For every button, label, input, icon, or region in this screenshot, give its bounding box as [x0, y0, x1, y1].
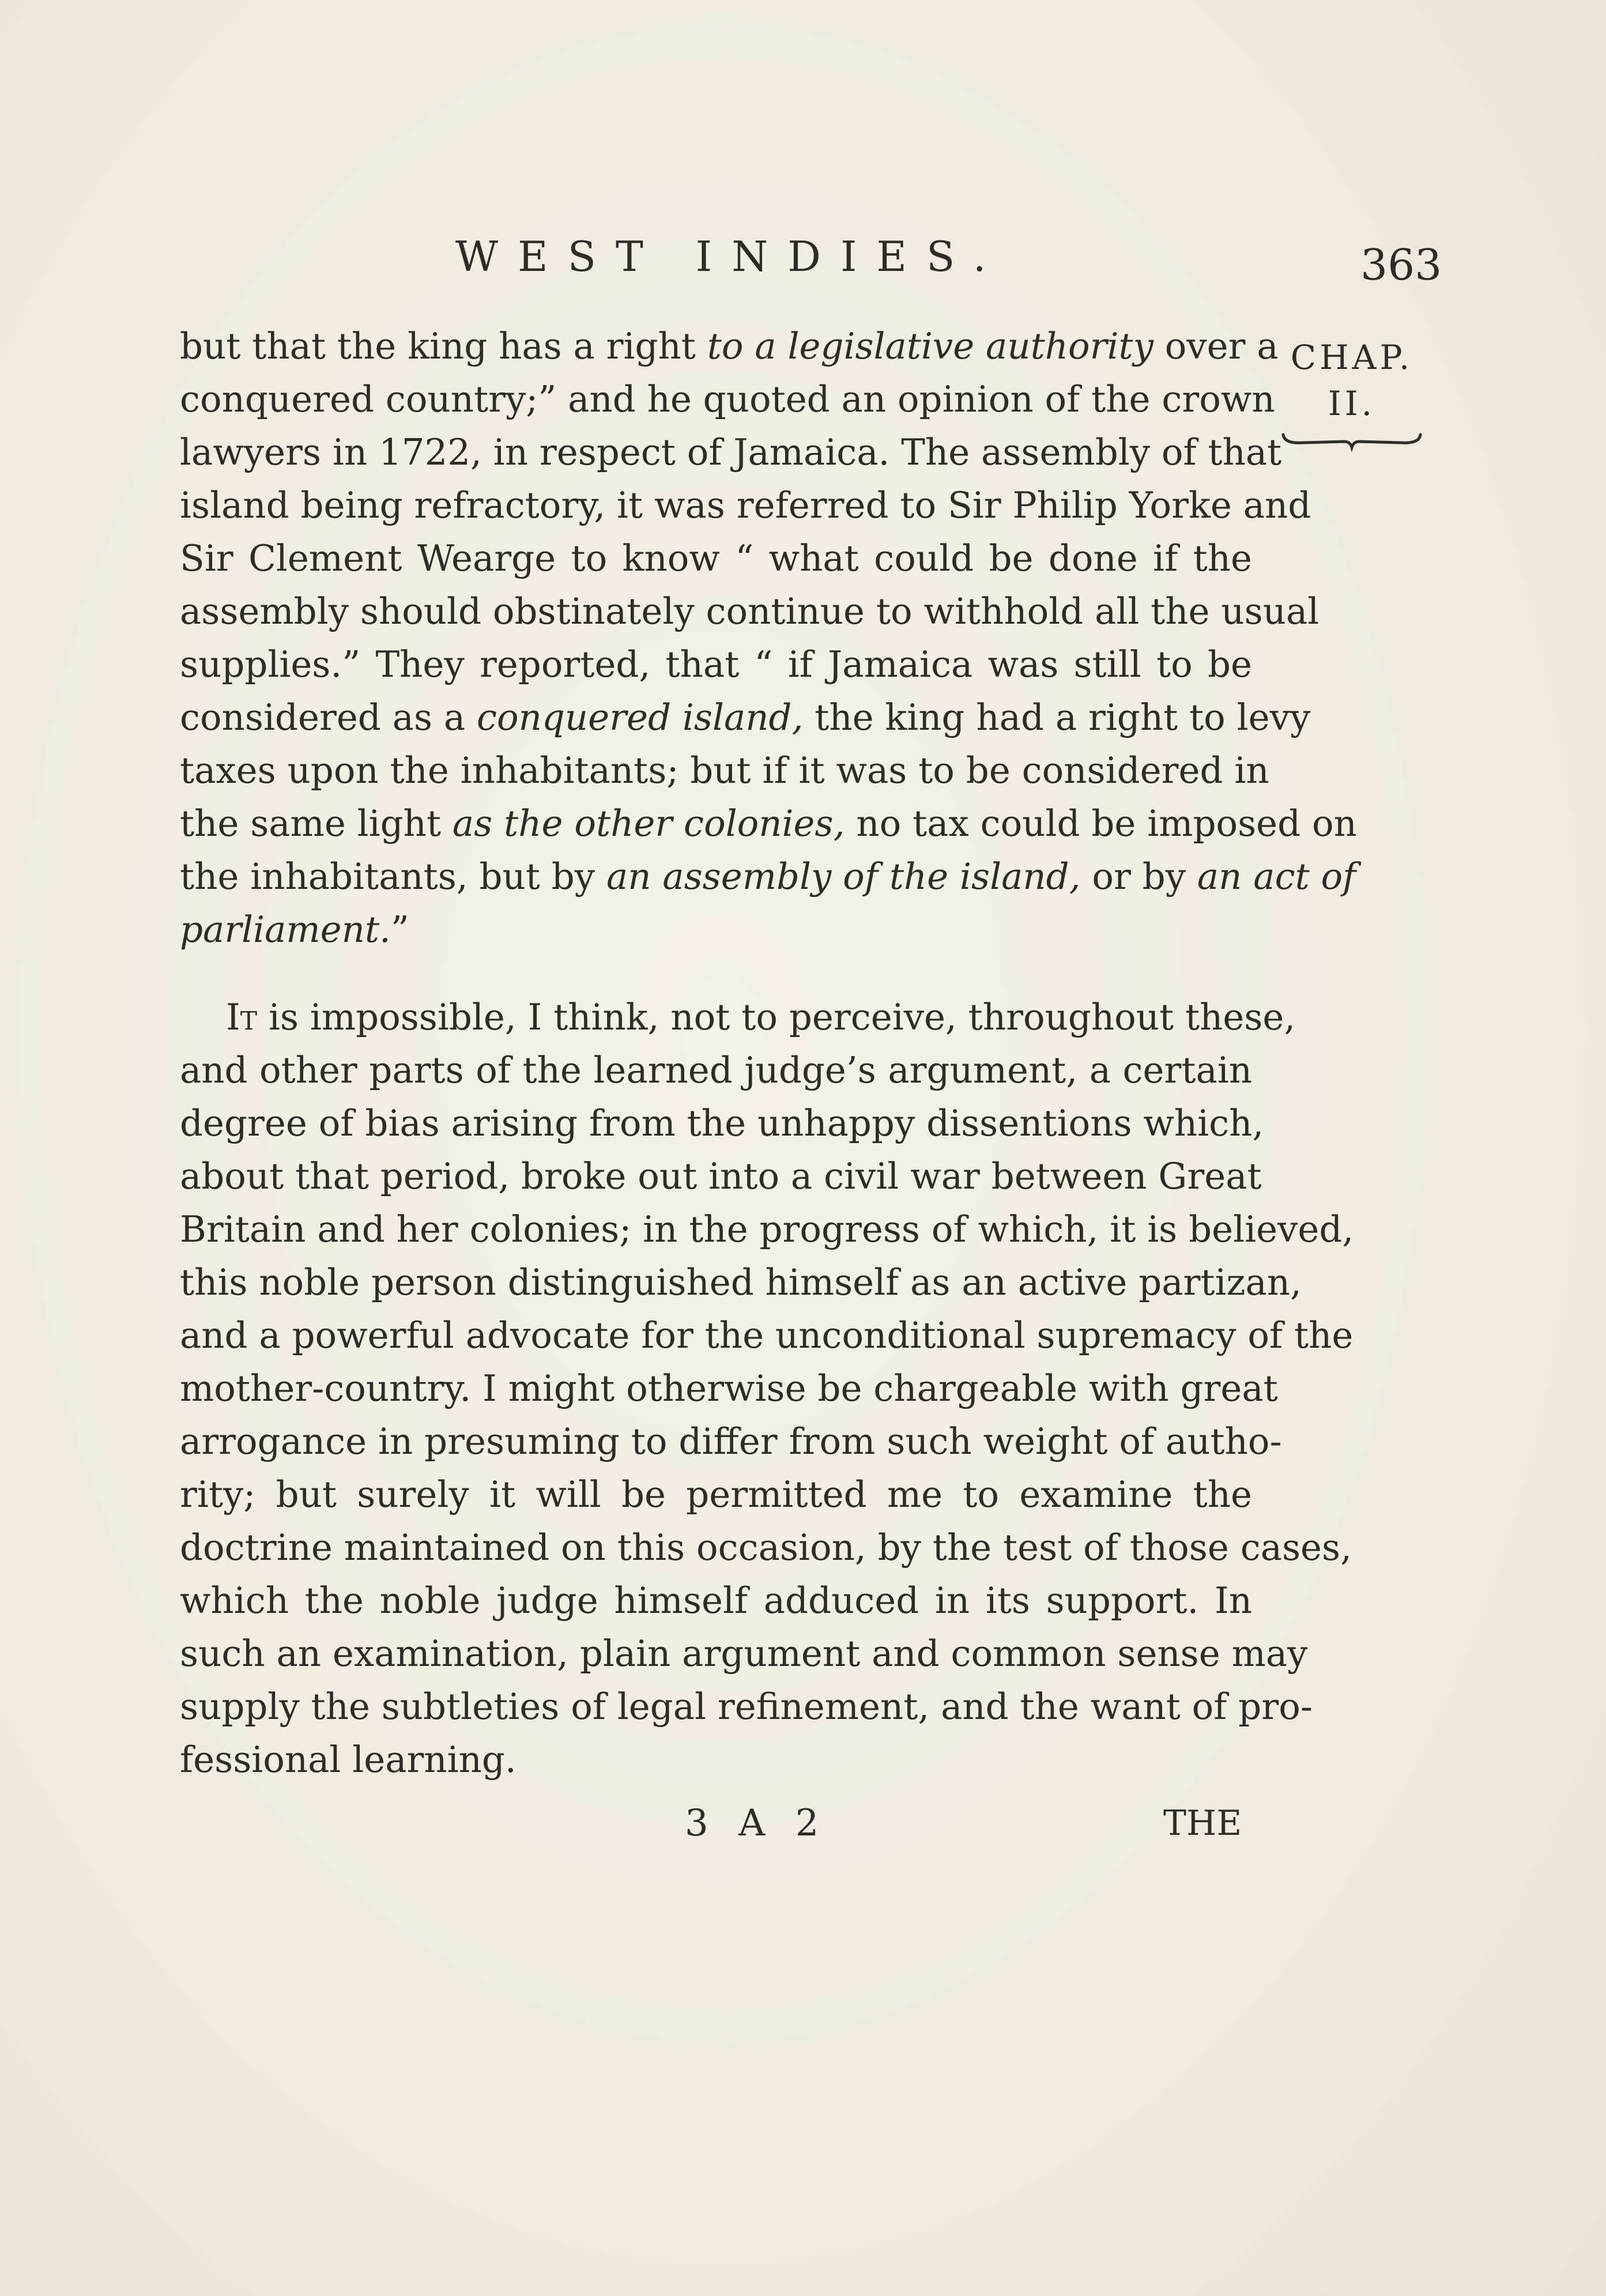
paragraph-2: [180, 991, 1354, 1786]
running-head: WEST INDIES.: [455, 232, 1006, 281]
text-run: island being refractory, it was referred to Sir Philip Yorke and: [180, 484, 1311, 526]
text-line: [180, 426, 1282, 479]
text-run: and other parts of the learned judge’s argument, a certain: [180, 1049, 1252, 1091]
text-run: Britain and her colonies; in the progress of which, it is believed,: [180, 1208, 1354, 1250]
text-run: arrogance in presuming to differ from such weight of autho-: [180, 1420, 1282, 1462]
small-caps-run: It: [226, 996, 258, 1038]
text-run: and a powerful advocate for the unconditional supremacy of the: [180, 1314, 1354, 1356]
italic-run: an act of: [1197, 855, 1356, 898]
text-line: [180, 1362, 1278, 1415]
text-run: or by: [1080, 855, 1197, 898]
text-run: doctrine maintained on this occasion, by the test of those cases,: [180, 1526, 1352, 1569]
text-line: [180, 1044, 1252, 1097]
text-run: ”: [390, 908, 409, 951]
text-run: but that the king has a right: [180, 325, 707, 367]
text-line: [180, 744, 1269, 797]
catchword: THE: [1163, 1803, 1242, 1843]
text-run: Sir Clement Wearge to know “ what could be done if the: [180, 537, 1252, 579]
text-run: which the noble judge himself adduced in its support. In: [180, 1579, 1252, 1622]
signature-mark: 3 A 2: [685, 1802, 828, 1845]
text-run: considered as a: [180, 696, 477, 738]
text-line: [180, 479, 1311, 532]
text-line: [180, 373, 1275, 426]
margin-note: [1274, 334, 1430, 452]
text-line: [180, 1309, 1354, 1362]
text-line: [180, 1627, 1308, 1680]
italic-run: conquered island,: [477, 696, 804, 738]
text-run: supply the subtleties of legal refinement, and the want of pro-: [180, 1686, 1313, 1728]
brace-ornament: [1280, 429, 1424, 452]
text-run: the king had a right to levy: [803, 696, 1311, 738]
text-run: assembly should obstinately continue to withhold all the usual: [180, 590, 1320, 632]
text-line: [180, 320, 1279, 373]
text-line: [180, 850, 1356, 903]
text-line: [180, 903, 1252, 956]
text-run: lawyers in 1722, in respect of Jamaica. The assembly of that: [180, 431, 1282, 473]
text-line: [180, 1521, 1352, 1574]
text-line: [180, 1203, 1354, 1256]
text-run: over a: [1153, 325, 1279, 367]
text-run: supplies.” They reported, that “ if Jamaica was still to be: [180, 643, 1252, 685]
text-run: about that period, broke out into a civil war between Great: [180, 1155, 1262, 1197]
text-run: mother-country. I might otherwise be chargeable with great: [180, 1367, 1278, 1409]
italic-run: as the other colonies,: [452, 802, 845, 844]
text-line: [180, 1574, 1252, 1627]
text-line: [180, 1415, 1282, 1468]
text-line: [180, 1150, 1262, 1203]
text-run: this noble person distinguished himself as an active partizan,: [180, 1261, 1302, 1303]
text-run: rity; but surely it will be permitted me to examine the: [180, 1473, 1252, 1515]
margin-note-number: II.: [1328, 384, 1376, 423]
text-line: [180, 1256, 1302, 1309]
text-run: degree of bias arising from the unhappy dissentions which,: [180, 1102, 1264, 1144]
text-line: [180, 1733, 1252, 1786]
paragraph-gap: [180, 956, 1252, 991]
text-line: [180, 532, 1252, 585]
margin-note-chapter: CHAP.: [1290, 338, 1413, 377]
text-run: the same light: [180, 802, 453, 844]
text-line: [180, 797, 1357, 850]
text-line: [180, 1097, 1264, 1150]
page-number: 363: [1360, 240, 1442, 290]
italic-run: an assembly of the island,: [606, 855, 1081, 898]
text-line: [180, 638, 1252, 691]
text-run: the inhabitants, but by: [180, 855, 606, 898]
text-line: [180, 991, 1296, 1044]
text-run: such an examination, plain argument and common sense may: [180, 1633, 1308, 1675]
text-line: [180, 1680, 1313, 1733]
italic-run: parliament.: [180, 908, 391, 951]
text-line: [180, 691, 1311, 744]
italic-run: to a legislative authority: [707, 325, 1153, 367]
text-run: no tax could be imposed on: [845, 802, 1357, 844]
text-run: fessional learning.: [180, 1739, 517, 1781]
text-line: [180, 1468, 1252, 1521]
text-run: conquered country;” and he quoted an opinion of the crown: [180, 378, 1275, 420]
text-run: is impossible, I think, not to perceive, throughout these,: [257, 996, 1296, 1038]
text-line: [180, 585, 1320, 638]
text-run: taxes upon the inhabitants; but if it was to be considered in: [180, 749, 1269, 791]
